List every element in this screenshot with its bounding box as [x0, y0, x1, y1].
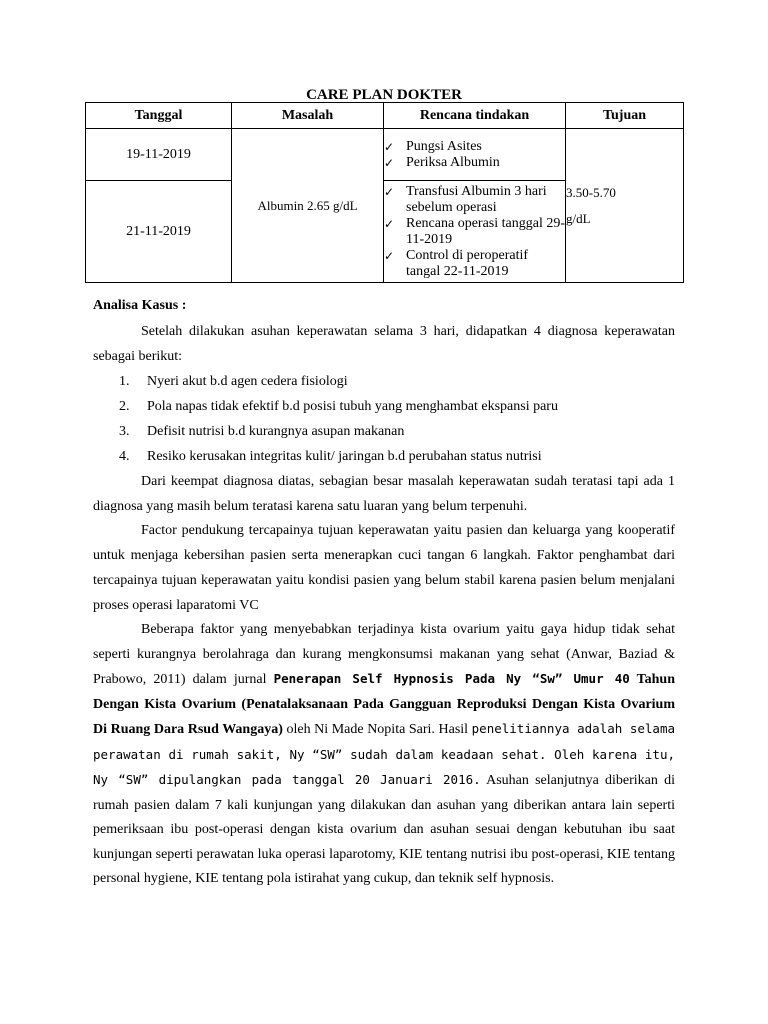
- paragraph-2: Factor pendukung tercapainya tujuan keperawatan yaitu pasien dan keluarga yang kooperatif untuk menjaga kebersihan pasien serta menerapkan cuci tangan 6 langkah. Faktor penghambat dari tercapainya tujuan keperawatan yaitu kondisi pasien yang belum stabil karena pasien belum menjalani proses operasi laparatomi VC: [93, 523, 675, 613]
- rencana-item: Rencana operasi tanggal 29-11-2019: [406, 215, 565, 247]
- paragraph-3-text: Asuhan selanjutnya diberikan di rumah pasien dalam 7 kali kunjungan yang dilakukan dan asuhan yang diberikan antara lain seperti pemeriksaan ibu post-operasi dengan kista ovarium dan asuhan sesuai dengan kebutuhan ibu saat kunjungan seperti perawatan luka operasi laparotomy, KIE tentang nutrisi ibu post-operasi, KIE tentang personal hygiene, KIE tentang pola istirahat yang cukup, dan teknik self hypnosis.: [93, 773, 675, 886]
- list-item: [384, 155, 565, 171]
- checkmark-icon: ✓: [384, 248, 395, 263]
- tujuan-line: g/dL: [566, 210, 591, 226]
- list-item: [384, 248, 565, 280]
- diagnosis-text: Resiko kerusakan integritas kulit/ jaringan b.d perubahan status nutrisi: [147, 449, 542, 464]
- care-plan-table: [85, 102, 684, 283]
- checkmark-icon: ✓: [384, 216, 395, 231]
- paragraph-3: [93, 618, 675, 892]
- journal-title-part: Penerapan Self Hypnosis Pada Ny “Sw” Umur 40: [273, 671, 630, 686]
- analisa-intro: Setelah dilakukan asuhan keperawatan selama 3 hari, didapatkan 4 diagnosa keperawatan sebagai berikut:: [93, 324, 675, 364]
- document-title: CARE PLAN DOKTER: [306, 87, 462, 103]
- diagnosis-list: [93, 369, 675, 469]
- rencana-item: Periksa Albumin: [406, 154, 500, 170]
- rencana-cell: [384, 181, 566, 283]
- list-item: [93, 444, 675, 469]
- paragraph-1: Dari keempat diagnosa diatas, sebagian besar masalah keperawatan sudah teratasi tapi ada 1 diagnosa yang masih belum teratasi karena satu luaran yang belum terpenuhi.: [93, 474, 675, 514]
- diagnosis-text: Nyeri akut b.d agen cedera fisiologi: [147, 374, 348, 389]
- tujuan-cell: [566, 129, 684, 283]
- checkmark-icon: ✓: [384, 139, 395, 154]
- checkmark-icon: ✓: [384, 155, 395, 170]
- list-item: [384, 216, 565, 248]
- date-cell: 19-11-2019: [86, 129, 232, 181]
- header-tanggal: Tanggal: [86, 103, 232, 129]
- list-number: 2.: [119, 399, 130, 414]
- paragraph-3-text: Beberapa faktor yang menyebabkan terjadinya kista ovarium yaitu gaya hidup tidak sehat seperti kurangnya berolahraga dan kurang mengkonsumsi makanan yang sehat (Anwar, Baziad & Prabowo, 2011) dalam jurnal: [93, 622, 675, 687]
- rencana-item: Transfusi Albumin 3 hari sebelum operasi: [406, 183, 547, 215]
- paragraph-3-mono-text: penelitiannya adalah selama perawatan di rumah sakit, Ny “SW” sudah dalam keadaan sehat. Oleh karena itu, Ny “SW” dipulangkan pada tanggal 20 Januari 2016.: [93, 721, 676, 787]
- header-tujuan: Tujuan: [566, 103, 684, 129]
- header-masalah: Masalah: [232, 103, 384, 129]
- rencana-cell: [384, 129, 566, 181]
- list-number: 4.: [119, 449, 130, 464]
- rencana-item: Control di peroperatif tangal 22-11-2019: [406, 247, 529, 279]
- checkmark-icon: ✓: [384, 184, 395, 199]
- analisa-heading: Analisa Kasus :: [93, 298, 187, 313]
- table-header-row: [86, 103, 684, 129]
- tujuan-line: 3.50-5.70: [566, 184, 616, 200]
- date-cell: 21-11-2019: [86, 181, 232, 283]
- table-row: [86, 129, 684, 181]
- rencana-item: Pungsi Asites: [406, 138, 482, 154]
- list-item: [93, 419, 675, 444]
- diagnosis-text: Pola napas tidak efektif b.d posisi tubuh yang menghambat ekspansi paru: [147, 399, 558, 414]
- journal-title: Tahun Dengan Kista Ovarium (Penatalaksanaan Pada Gangguan Reproduksi Dengan Kista Ovarium Di Ruang Dara Rsud Wangaya): [93, 672, 675, 737]
- list-item: [93, 394, 675, 419]
- masalah-cell: Albumin 2.65 g/dL: [232, 129, 384, 283]
- diagnosis-text: Defisit nutrisi b.d kurangnya asupan makanan: [147, 424, 405, 439]
- list-item: [384, 139, 565, 155]
- paragraph-3-text: oleh Ni Made Nopita Sari. Hasil: [282, 722, 472, 737]
- list-item: [384, 184, 565, 216]
- list-number: 1.: [119, 374, 130, 389]
- header-rencana: Rencana tindakan: [384, 103, 566, 129]
- list-number: 3.: [119, 424, 130, 439]
- list-item: [93, 369, 675, 394]
